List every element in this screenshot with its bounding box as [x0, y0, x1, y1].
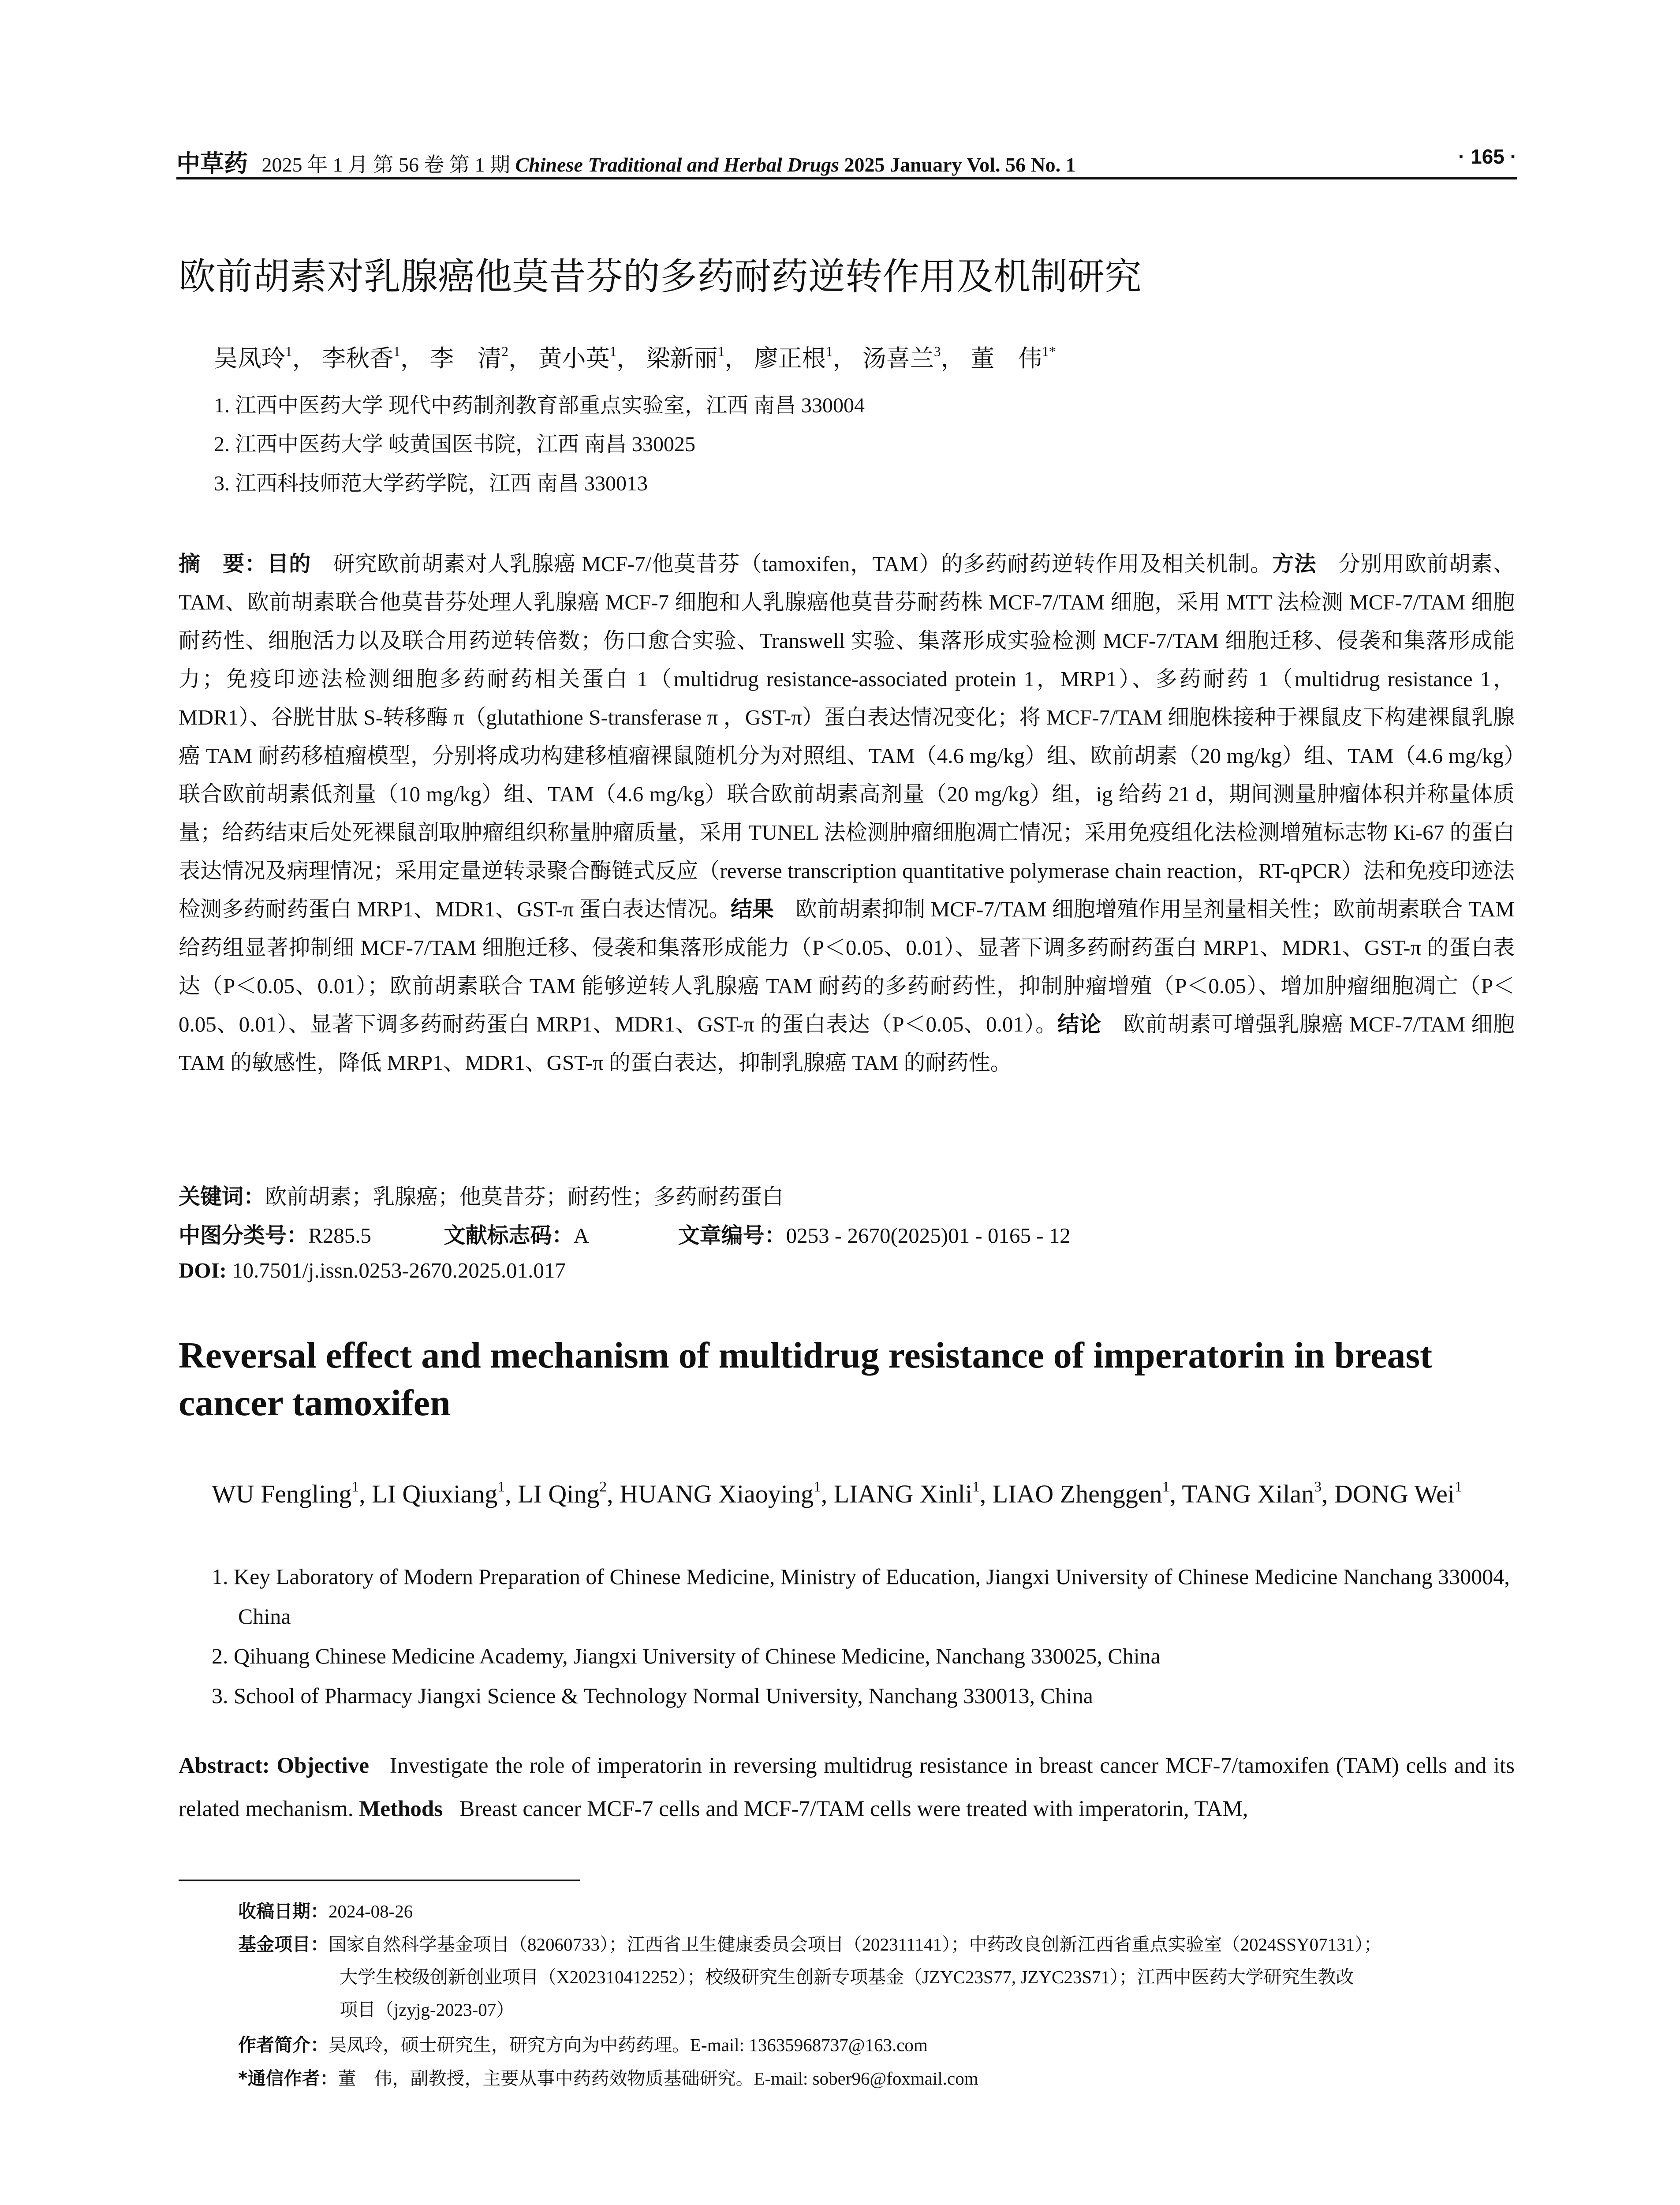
doi-label: DOI: — [179, 1258, 227, 1282]
footnote-corresponding: *通信作者：董 伟，副教授，主要从事中药药效物质基础研究。E-mail: sober96@foxmail.com — [238, 2068, 978, 2089]
abstract-en-label: Abstract: Objective — [179, 1753, 369, 1778]
doi-link[interactable]: 10.7501/j.issn.0253-2670.2025.01.017 — [232, 1258, 566, 1282]
author-cn: 梁新丽$^1$， — [646, 344, 749, 372]
footnote-received: 收稿日期：2024-08-26 — [238, 1901, 413, 1922]
conclusion-text: 欧前胡素可增强乳腺癌 MCF-7/TAM 细胞 TAM 的敏感性，降低 MRP1、MDR1、GST-π 的蛋白表达，抑制乳腺癌 TAM 的耐药性。 — [179, 1012, 1515, 1075]
author-cn: 李秋香$^1$， — [322, 344, 424, 372]
author-en: DONG Wei$^1$ — [1334, 1478, 1462, 1508]
methods-text: 分别用欧前胡素、TAM、欧前胡素联合他莫昔芬处理人乳腺癌 MCF-7 细胞和人乳腺癌他莫昔芬耐药株 MCF-7/TAM 细胞，采用 MTT 法检测 MCF-7/TAM 细胞耐药性、细胞活力以及联合用药逆转倍数；伤口愈合实验、Transwell 实验、集落形成实验检测 MCF-7/TAM 细胞迁移、侵袭和集落形成能力；免疫印迹法检测细胞多药耐药相关蛋白 1（multidrug resistance-associated protein 1，MRP1）、多药耐药 1（multidrug resistance 1，MDR1）、谷胱甘肽 S-转移酶 π（glutathione S-transferase π ，GST-π）蛋白表达情况变化；将 MCF-7/TAM 细胞株接种于裸鼠皮下构建裸鼠乳腺癌 TAM 耐药移植瘤模型，分别将成功构建移植瘤裸鼠随机分为对照组、TAM（4.6 mg/kg）组、欧前胡素（20 mg/kg）组、TAM（4.6 mg/kg）联合欧前胡素低剂量（10 mg/kg）组、TAM（4.6 mg/kg）联合欧前胡素高剂量（20 mg/kg）组，ig 给药 21 d，期间测量肿瘤体积并称量体质量；给药结束后处死裸鼠剖取肿瘤组织称量肿瘤质量，采用 TUNEL 法检测肿瘤细胞凋亡情况；采用免疫组化法检测增殖标志物 Ki-67 的蛋白表达情况及病理情况；采用定量逆转录聚合酶链式反应（reverse transcription quantitative polymerase chain reaction，RT-qPCR）法和免疫印迹法检测多药耐药蛋白 MRP1、MDR1、GST-π 蛋白表达情况。 — [179, 552, 1515, 921]
author-en: LIANG Xinli$^1$, — [833, 1478, 993, 1508]
footnote-fund: 基金项目：国家自然科学基金项目（82060733）；江西省卫生健康委员会项目（202311141）；中药改良创新江西省重点实验室（2024SSY07131）； 大学生校级创新创业项目（X202310412252）；校级研究生创新专项基金（JZYC23S77, JZYC23S71）；江西中医药大学研究生教改 项目（jzyjg-2023-07） — [238, 1934, 1382, 2020]
abstract-en — [179, 1744, 1515, 1831]
page-number: · 165 · — [1458, 145, 1517, 168]
conclusion-label: 结论 — [1057, 1012, 1101, 1037]
author-cn: 廖正根$^1$， — [754, 344, 857, 372]
objective-text: 研究欧前胡素对人乳腺癌 MCF-7/他莫昔芬（tamoxifen，TAM）的多药耐药逆转作用及相关机制。 — [333, 552, 1273, 576]
affiliation-en: 3. School of Pharmacy Jiangxi Science & Technology Normal University, Nanchang 330013, China — [212, 1683, 1093, 1708]
author-cn: 汤喜兰$^3$， — [862, 344, 965, 372]
issue-cn: 2025 年 1 月 第 56 卷 第 1 期 — [261, 153, 510, 176]
journal-name-cn: 中草药 — [176, 150, 248, 177]
affiliation-cn: 2. 江西中医药大学 岐黄国医书院，江西 南昌 330025 — [214, 433, 696, 456]
abstract-en-methods-label: Methods — [359, 1797, 443, 1821]
abstract-label: 摘 要： — [179, 551, 267, 576]
doi-line — [179, 1258, 566, 1283]
results-label: 结果 — [730, 897, 774, 922]
objective-label: 目的 — [267, 551, 311, 576]
keywords-cn: 关键词：欧前胡素；乳腺癌；他莫昔芬；耐药性；多药耐药蛋白 — [179, 1184, 784, 1209]
results-text: 欧前胡素抑制 MCF-7/TAM 细胞增殖作用呈剂量相关性；欧前胡素联合 TAM 给药组显著抑制细 MCF-7/TAM 细胞迁移、侵袭和集落形成能力（P＜0.05、0.01）、显著下调多药耐药蛋白 MRP1、MDR1、GST-π 的蛋白表达（P＜0.05、0.01）；欧前胡素联合 TAM 能够逆转人乳腺癌 TAM 耐药的多药耐药性，抑制肿瘤增殖（P＜0.05）、增加肿瘤细胞凋亡（P＜0.05、0.01）、显著下调多药耐药蛋白 MRP1、MDR1、GST-π 的蛋白表达（P＜0.05、0.01）。 — [179, 897, 1515, 1036]
author-cn: 董 伟$^{1*}$ — [971, 344, 1056, 372]
author-en: LI Qing$^2$, — [518, 1478, 620, 1508]
abstract-en-objective: Investigate the role of imperatorin in reversing multidrug resistance in breast cancer MCF-7/tamoxifen (TAM) cells and its related mechanism. — [179, 1753, 1515, 1821]
author-en: WU Fengling$^1$, — [212, 1478, 372, 1508]
abstract-en-methods: Breast cancer MCF-7 cells and MCF-7/TAM cells were treated with imperatorin, TAM, — [459, 1797, 1248, 1821]
title-cn: 欧前胡素对乳腺癌他莫昔芬的多药耐药逆转作用及机制研究 — [179, 255, 1142, 298]
author-en: TANG Xilan$^3$, — [1182, 1478, 1335, 1508]
author-cn: 李 清$^2$， — [430, 344, 532, 372]
affiliation-en: 2. Qihuang Chinese Medicine Academy, Jiangxi University of Chinese Medicine, Nanchang 330025, China — [212, 1644, 1161, 1668]
author-cn: 黄小英$^1$， — [538, 344, 641, 372]
running-header — [176, 145, 1517, 176]
header-rule — [176, 177, 1517, 179]
affiliation-cn: 3. 江西科技师范大学药学院，江西 南昌 330013 — [214, 472, 648, 495]
methods-label: 方法 — [1272, 551, 1317, 576]
footnote-author-bio: 作者简介：吴凤玲，硕士研究生，研究方向为中药药理。E-mail: 13635968737@163.com — [238, 2034, 928, 2056]
issue-en: 2025 January Vol. 56 No. 1 — [844, 153, 1076, 176]
footnote-rule — [179, 1880, 580, 1881]
author-en: HUANG Xiaoying$^1$, — [620, 1478, 834, 1508]
author-en: LIAO Zhenggen$^1$, — [992, 1478, 1182, 1508]
authors-cn — [214, 340, 1056, 374]
affiliation-cn: 1. 江西中医药大学 现代中药制剂教育部重点实验室，江西 南昌 330004 — [214, 394, 865, 417]
affiliation-en: 1. Key Laboratory of Modern Preparation of Chinese Medicine, Ministry of Education, Jiangxi University of Chinese Medicine Nanchang 330004, China — [212, 1564, 1510, 1629]
author-en: LI Qiuxiang$^1$, — [372, 1478, 518, 1508]
authors-en — [212, 1473, 1517, 1515]
author-cn: 吴凤玲$^1$， — [214, 344, 316, 372]
title-en: Reversal effect and mechanism of multidrug resistance of imperatorin in breast cancer tamoxifen — [179, 1335, 1433, 1424]
classification-line: 中图分类号：R285.5 文献标志码：A 文章编号：0253 - 2670(2025)01 - 0165 - 12 — [179, 1223, 1071, 1248]
abstract-cn — [179, 545, 1515, 1082]
journal-name-en: Chinese Traditional and Herbal Drugs — [515, 153, 839, 176]
